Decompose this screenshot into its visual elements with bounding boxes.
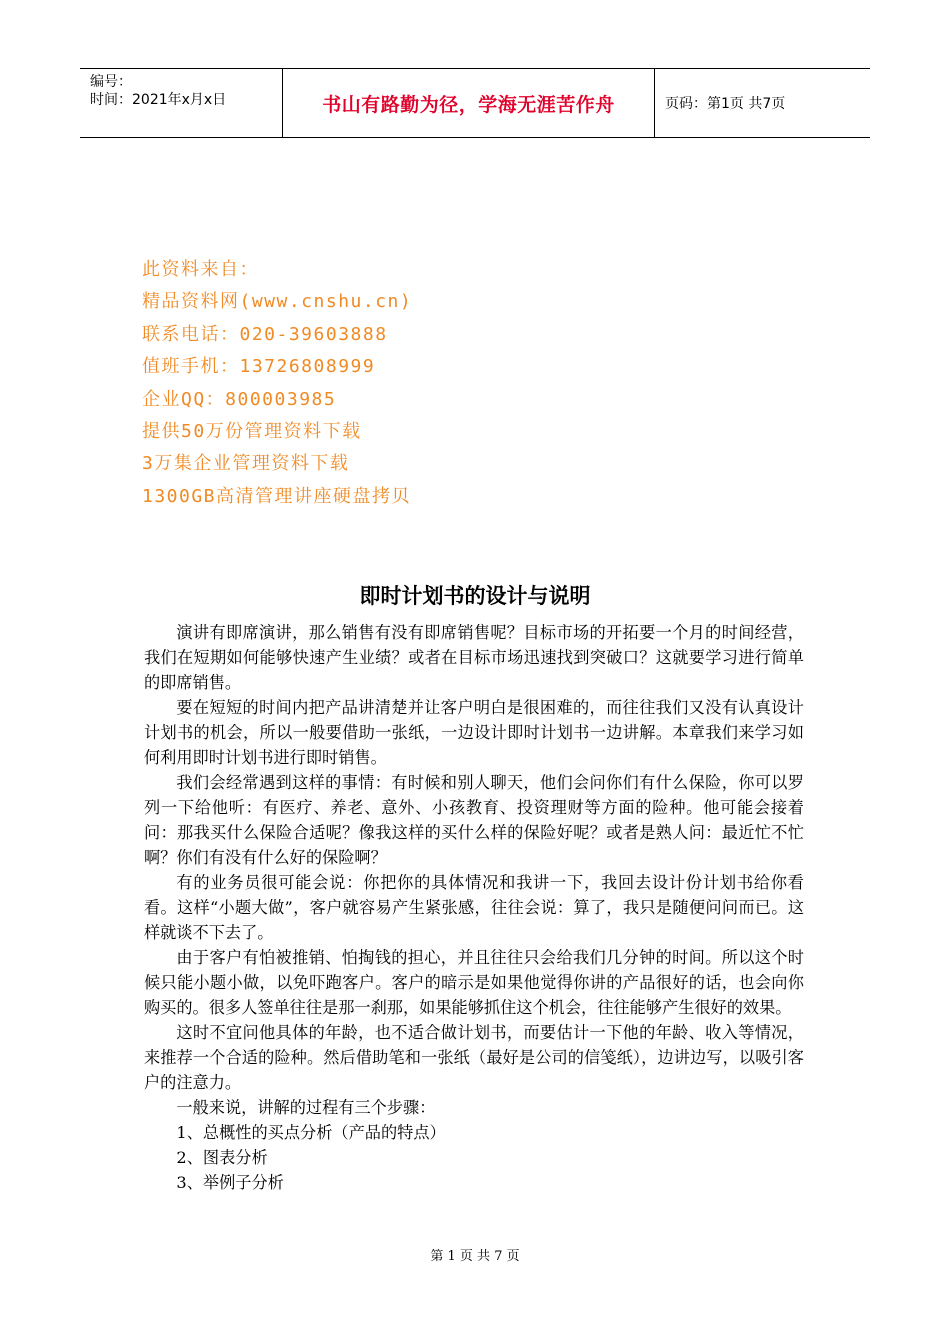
paragraph: 要在短短的时间内把产品讲清楚并让客户明白是很困难的，而往往我们又没有认真设计计划书的机会，所以一般要借助一张纸，一边设计即时计划书一边讲解。本章我们来学习如何利用即时计划书进行即时销售。 xyxy=(144,698,804,767)
document-body xyxy=(144,620,804,1195)
header-motto-cell xyxy=(283,69,655,137)
header-motto: 书山有路勤为径，学海无涯苦作舟 xyxy=(322,93,615,116)
ad-line: 精品资料网(www.cnshu.cn) xyxy=(142,291,413,313)
document-title: 即时计划书的设计与说明 xyxy=(359,584,591,608)
header-table xyxy=(80,68,870,138)
paragraph: 有的业务员很可能会说：你把你的具体情况和我讲一下，我回去设计份计划书给你看看。这样“小题大做”，客户就容易产生紧张感，往往会说：算了，我只是随便问问而已。这样就谈不下去了。 xyxy=(144,873,804,942)
header-meta xyxy=(80,69,283,137)
step-item: 3、举例子分析 xyxy=(176,1173,284,1192)
paragraph: 由于客户有怕被推销、怕掏钱的担心，并且往往只会给我们几分钟的时间。所以这个时候只能小题小做，以免吓跑客户。客户的暗示是如果他觉得你讲的产品很好的话，也会向你购买的。很多人签单往往是那一刹那，如果能够抓住这个机会，往往能够产生很好的效果。 xyxy=(144,948,804,1017)
ad-line: 联系电话：020-39603888 xyxy=(142,323,388,345)
step-item: 1、总概性的买点分析（产品的特点） xyxy=(176,1123,446,1142)
paragraph: 我们会经常遇到这样的事情：有时候和别人聊天，他们会问你们有什么保险，你可以罗列一下给他听：有医疗、养老、意外、小孩教育、投资理财等方面的险种。他可能会接着问：那我买什么保险合适呢？像我这样的买什么样的保险好呢？或者是熟人问：最近忙不忙啊？你们有没有什么好的保险啊？ xyxy=(144,773,804,867)
time-label: 时间：2021年x月x日 xyxy=(90,92,227,108)
paragraph: 一般来说，讲解的过程有三个步骤： xyxy=(176,1098,436,1117)
step-item: 2、图表分析 xyxy=(176,1148,268,1167)
source-ad-block xyxy=(142,254,642,513)
ad-line: 企业QQ：800003985 xyxy=(142,388,337,410)
ad-line: 提供50万份管理资料下载 xyxy=(142,421,362,443)
paragraph: 这时不宜问他具体的年龄，也不适合做计划书，而要估计一下他的年龄、收入等情况，来推荐一个合适的险种。然后借助笔和一张纸（最好是公司的信笺纸），边讲边写，以吸引客户的注意力。 xyxy=(144,1023,804,1092)
page-footer: 第 1 页 共 7 页 xyxy=(430,1249,520,1264)
ad-line: 此资料来自： xyxy=(142,259,259,280)
ad-line: 1300GB高清管理讲座硬盘拷贝 xyxy=(142,485,412,507)
paragraph: 演讲有即席演讲，那么销售有没有即席销售呢？目标市场的开拓要一个月的时间经营，我们在短期如何能够快速产生业绩？或者在目标市场迅速找到突破口？这就要学习进行简单的即席销售。 xyxy=(144,623,804,692)
ad-line: 3万集企业管理资料下载 xyxy=(142,453,350,475)
ad-line: 值班手机：13726808999 xyxy=(142,356,376,378)
header-page-cell xyxy=(655,69,870,137)
number-label: 编号： xyxy=(90,74,132,90)
header-page-info: 页码：第1页 共7页 xyxy=(665,96,786,112)
